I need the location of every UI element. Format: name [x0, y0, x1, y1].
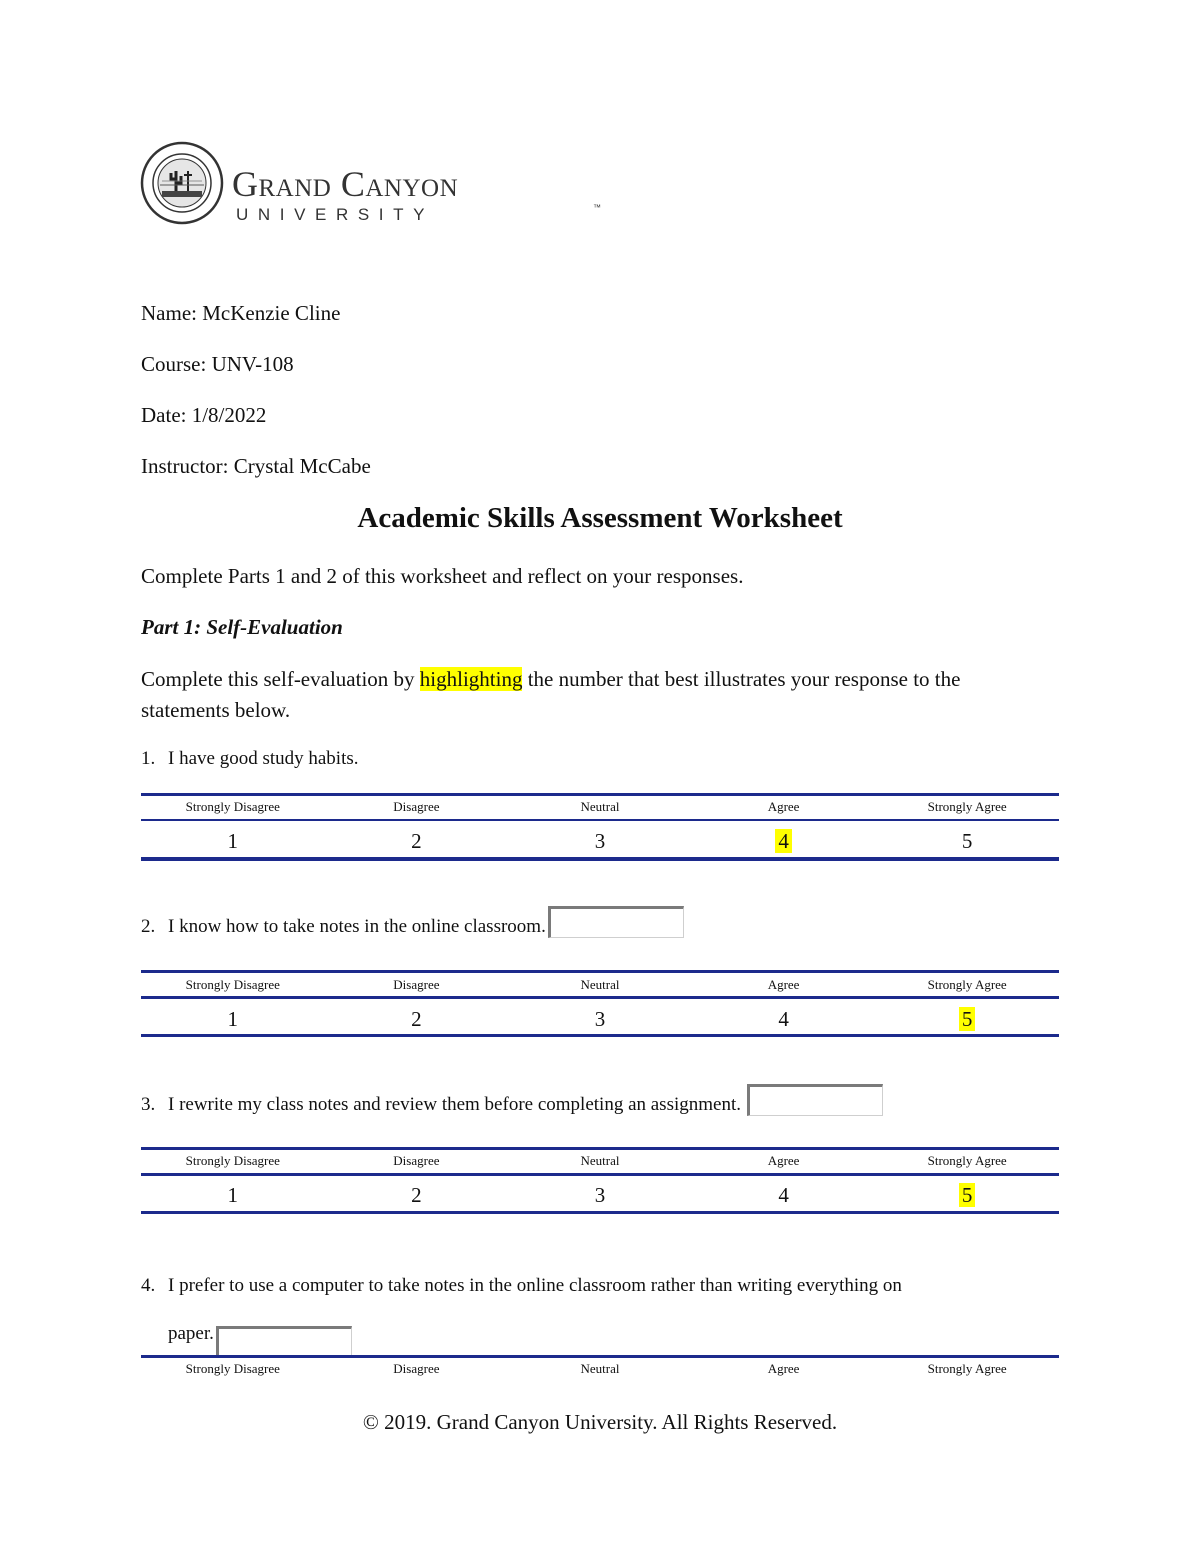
text-input-box[interactable] [216, 1326, 352, 1358]
date-field: Date: 1/8/2022 [141, 403, 267, 427]
scale-option-value: 3 [594, 1183, 606, 1207]
scale-rule-bottom [141, 1034, 1059, 1037]
scale-labels [141, 1153, 1059, 1169]
scale-option-value: 2 [411, 829, 422, 853]
worksheet-title: Academic Skills Assessment Worksheet [357, 502, 843, 534]
question-4 [141, 1262, 1041, 1358]
scale-rule-top [141, 793, 1059, 796]
university-logo [140, 141, 601, 225]
copyright-footer: © 2019. Grand Canyon University. All Rights Reserved. [362, 1410, 838, 1434]
scale-label: Strongly Disagree [185, 799, 280, 814]
question-text: I have good study habits. [168, 748, 359, 769]
scale-option[interactable] [508, 829, 692, 854]
scale-option-value: 5 [959, 1183, 976, 1207]
scale-option-value: 5 [959, 1007, 976, 1031]
logo-trademark: ™ [593, 203, 601, 212]
scale-option[interactable] [325, 829, 509, 854]
scale-option-value: 2 [411, 1183, 422, 1207]
instruction-text-end: the number that best illustrates your response to the statements below. [141, 667, 961, 722]
scale-label: Agree [767, 799, 800, 814]
scale-label: Disagree [393, 799, 440, 814]
scale-label: Agree [767, 1361, 800, 1376]
scale-option[interactable] [875, 1183, 1059, 1208]
scale-option[interactable] [141, 1007, 325, 1032]
scale-rule-top [141, 970, 1059, 973]
scale-label: Strongly Agree [927, 1153, 1007, 1168]
question-number: 2. [141, 916, 156, 937]
scale-option[interactable] [325, 1007, 509, 1032]
scale-rule-top [141, 1355, 1059, 1358]
scale-rule-bottom [141, 857, 1059, 861]
question-text-continued: paper. [168, 1323, 214, 1344]
scale-label: Disagree [393, 977, 440, 992]
scale-option-value: 3 [594, 1007, 606, 1031]
scale-option-value: 5 [961, 829, 973, 853]
intro-text: Complete Parts 1 and 2 of this worksheet and reflect on your responses. [141, 564, 744, 588]
part1-heading: Part 1: Self-Evaluation [141, 615, 343, 639]
scale-option-value: 3 [594, 829, 606, 853]
scale-label: Neutral [580, 1153, 620, 1168]
scale-option[interactable] [875, 1007, 1059, 1032]
scale-labels [141, 799, 1059, 815]
university-seal-icon [140, 141, 224, 225]
name-field: Name: McKenzie Cline [141, 301, 341, 325]
scale-option-value: 1 [227, 829, 239, 853]
scale-label: Strongly Disagree [185, 977, 280, 992]
scale-label: Strongly Disagree [185, 1153, 280, 1168]
question-2 [141, 906, 684, 938]
scale-values[interactable] [141, 1183, 1059, 1208]
scale-label: Strongly Agree [927, 799, 1007, 814]
question-3 [141, 1084, 883, 1116]
scale-option[interactable] [325, 1183, 509, 1208]
scale-option-value: 1 [227, 1007, 239, 1031]
scale-label: Strongly Agree [927, 977, 1007, 992]
scale-values[interactable] [141, 829, 1059, 854]
scale-label: Agree [767, 977, 800, 992]
highlighted-word: highlighting [419, 667, 523, 691]
question-text: I prefer to use a computer to take notes in the online classroom rather than writing everything on [168, 1275, 902, 1296]
scale-option[interactable] [875, 829, 1059, 854]
scale-label: Agree [767, 1153, 800, 1168]
scale-values[interactable] [141, 1007, 1059, 1032]
scale-rule-middle [141, 1173, 1059, 1176]
logo-wordmark-secondary: UNIVERSITY [236, 205, 435, 224]
instructor-field: Instructor: Crystal McCabe [141, 454, 371, 478]
scale-label: Disagree [393, 1361, 440, 1376]
question-1 [141, 748, 359, 770]
scale-option[interactable] [508, 1183, 692, 1208]
scale-rule-bottom [141, 1211, 1059, 1214]
instruction-text-start: Complete this self-evaluation by [141, 667, 420, 691]
scale-option[interactable] [141, 829, 325, 854]
scale-option[interactable] [692, 829, 876, 854]
scale-labels [141, 977, 1059, 993]
text-input-box[interactable] [548, 906, 684, 938]
scale-rule-middle [141, 996, 1059, 999]
part1-instructions [141, 664, 1041, 726]
scale-label: Neutral [580, 1361, 620, 1376]
scale-label: Disagree [393, 1153, 440, 1168]
scale-label: Strongly Agree [927, 1361, 1007, 1376]
scale-option-value: 4 [778, 1007, 789, 1031]
question-number: 1. [141, 748, 156, 769]
scale-rule-top [141, 1147, 1059, 1150]
scale-option[interactable] [692, 1183, 876, 1208]
scale-option-value: 4 [775, 829, 792, 853]
question-text: I know how to take notes in the online classroom. [168, 916, 546, 937]
scale-label: Neutral [580, 799, 620, 814]
question-text: I rewrite my class notes and review them before completing an assignment. [168, 1094, 741, 1115]
logo-wordmark-primary: Grand Canyon [232, 164, 459, 204]
scale-option[interactable] [141, 1183, 325, 1208]
scale-option-value: 2 [411, 1007, 422, 1031]
question-number: 4. [141, 1275, 156, 1296]
scale-option[interactable] [508, 1007, 692, 1032]
scale-label: Neutral [580, 977, 620, 992]
question-number: 3. [141, 1094, 156, 1115]
scale-rule-middle [141, 819, 1059, 821]
text-input-box[interactable] [747, 1084, 883, 1116]
scale-option[interactable] [692, 1007, 876, 1032]
scale-option-value: 4 [778, 1183, 789, 1207]
scale-labels [141, 1361, 1059, 1377]
scale-option-value: 1 [227, 1183, 239, 1207]
scale-label: Strongly Disagree [185, 1361, 280, 1376]
course-field: Course: UNV-108 [141, 352, 294, 376]
